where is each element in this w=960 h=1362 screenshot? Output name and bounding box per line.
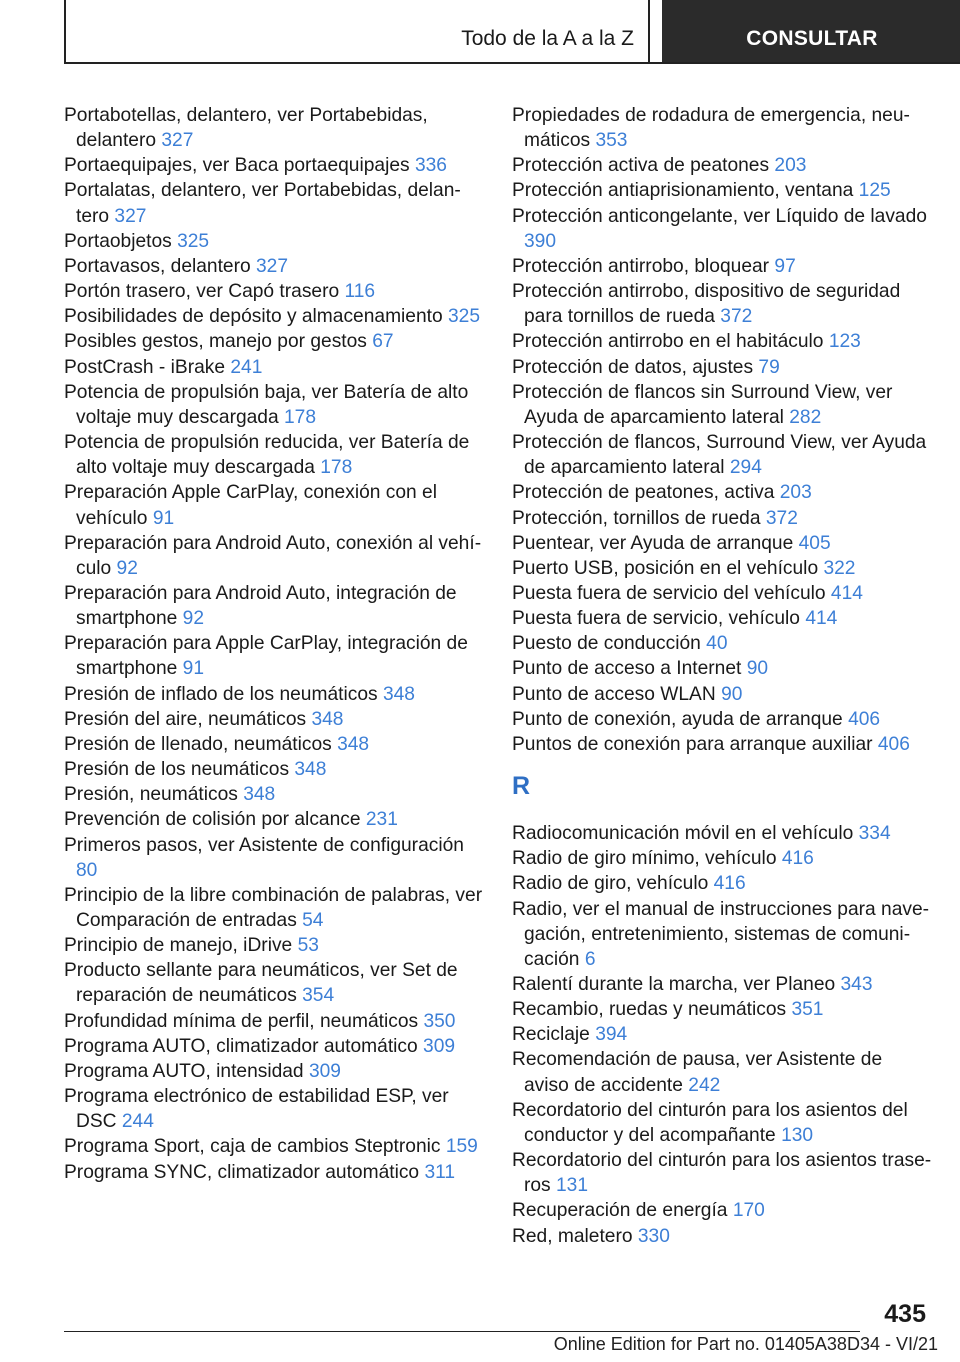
index-entry — [64, 178, 484, 228]
index-entry — [64, 958, 484, 1008]
index-entry — [64, 1009, 484, 1034]
page-reference-link[interactable]: 406 — [877, 733, 910, 755]
section-letter-r: R — [512, 772, 531, 801]
page-reference-link[interactable]: 92 — [116, 557, 138, 579]
index-entry-text: Protección de flancos sin Surround View, ver Ayuda de aparcamiento lateral — [512, 381, 893, 428]
index-entry-text: Principio de la libre combinación de palabras, ver Comparación de entradas — [64, 884, 483, 931]
index-entry-text: Protección activa de peatones — [512, 155, 770, 177]
page-reference-link[interactable]: 351 — [791, 999, 824, 1021]
index-column-right — [512, 103, 932, 1249]
page-reference-link[interactable]: 327 — [114, 205, 147, 227]
index-entry — [512, 430, 932, 480]
index-entry — [512, 204, 932, 254]
index-entry — [512, 581, 932, 606]
index-entry — [512, 606, 932, 631]
index-entry-text: Protección de peatones, activa — [512, 482, 775, 504]
index-entry — [64, 355, 484, 380]
index-entry — [64, 103, 484, 153]
page-reference-link[interactable]: 54 — [302, 910, 324, 931]
index-entry — [512, 480, 932, 505]
index-entry — [64, 883, 484, 933]
index-entry — [512, 254, 932, 279]
index-entry — [64, 807, 484, 832]
index-entry — [512, 707, 932, 732]
index-group-r — [512, 821, 932, 1249]
index-entry — [512, 871, 932, 896]
page-reference-link[interactable]: 244 — [121, 1111, 154, 1133]
footer-divider — [64, 1331, 860, 1332]
index-entry — [64, 581, 484, 631]
index-entry-text: Preparación Apple CarPlay, conexión con el vehículo — [64, 482, 437, 529]
index-entry — [64, 1034, 484, 1059]
index-entry — [512, 178, 932, 203]
index-entry-text: Recordatorio del cinturón para los asientos traseros — [512, 1150, 932, 1197]
index-entry — [64, 707, 484, 732]
index-entry-text: Punto de conexión, ayuda de arranque — [512, 708, 843, 730]
index-entry — [64, 254, 484, 279]
page-reference-link[interactable]: 390 — [524, 230, 557, 252]
index-entry-text: Radio de giro, vehículo — [512, 873, 709, 895]
index-entry-text: Programa SYNC, climatizador automático — [64, 1161, 420, 1183]
page-reference-link[interactable]: 97 — [774, 255, 796, 277]
page-reference-link[interactable]: 91 — [182, 658, 205, 680]
page-reference-link[interactable]: 348 — [294, 759, 327, 781]
index-entry-text: Protección de flancos, Surround View, ver Ayuda de aparcamiento lateral — [512, 432, 927, 479]
index-entry — [64, 430, 484, 480]
page-reference-link[interactable]: 327 — [256, 255, 289, 277]
index-entry-text: Portaobjetos — [64, 230, 172, 252]
page-reference-link[interactable]: 123 — [828, 331, 861, 353]
index-entry-text: Puesto de conducción — [512, 633, 701, 655]
page-reference-link[interactable]: 231 — [365, 809, 398, 831]
page-reference-link[interactable]: 282 — [789, 406, 822, 428]
index-entry — [64, 380, 484, 430]
page-reference-link[interactable]: 406 — [848, 708, 881, 730]
index-entry-text: Potencia de propulsión reducida, ver Batería de alto voltaje muy descargada — [64, 432, 470, 479]
page-reference-link[interactable]: 416 — [713, 873, 746, 895]
page-reference-link[interactable]: 322 — [823, 557, 856, 579]
page-reference-link[interactable]: 170 — [732, 1200, 765, 1222]
page-reference-link[interactable]: 416 — [781, 848, 814, 870]
index-entry — [512, 355, 932, 380]
page-reference-link[interactable]: 325 — [448, 306, 481, 328]
page-reference-link[interactable]: 405 — [798, 532, 831, 554]
index-entry — [512, 1098, 932, 1148]
index-entry-text: Programa AUTO, intensidad — [64, 1060, 304, 1082]
index-entry-text: Principio de manejo, iDrive — [64, 935, 293, 957]
index-entry — [512, 656, 932, 681]
page-reference-link[interactable]: 116 — [344, 281, 376, 303]
index-entry-text: Radiocomunicación móvil en el vehículo — [512, 823, 854, 845]
index-entry — [512, 279, 932, 329]
index-entry-text: Protección de datos, ajustes — [512, 356, 754, 378]
index-entry-text: Recordatorio del cinturón para los asientos del conductor y del acompañante — [512, 1099, 908, 1146]
index-entry-text: Portabotellas, delantero, ver Portabebidas, delantero — [64, 105, 428, 152]
index-group-p — [512, 103, 932, 757]
page-reference-link[interactable]: 348 — [243, 784, 276, 806]
index-entry — [64, 757, 484, 782]
page-number: 435 — [884, 1300, 926, 1328]
index-entry — [512, 997, 932, 1022]
tab-consultar[interactable]: CONSULTAR — [662, 0, 960, 62]
index-entry-text: Presión de inflado de los neumáticos — [64, 683, 378, 705]
index-entry-text: Primeros pasos, ver Asistente de configuración — [64, 834, 464, 856]
page-reference-link[interactable]: 130 — [781, 1124, 814, 1146]
index-entry-text: Posibilidades de depósito y almacenamiento — [64, 306, 443, 328]
index-entry-text: Puesta fuera de servicio, vehículo — [512, 608, 800, 630]
index-entry-text: Potencia de propulsión baja, ver Batería de alto voltaje muy descargada — [64, 381, 469, 428]
footer-edition: Online Edition for Part no. 01405A38D34 - VI/21 — [553, 1334, 938, 1354]
index-entry-text: Prevención de colisión por alcance — [64, 809, 361, 831]
index-entry-text: Recambio, ruedas y neumáticos — [512, 999, 787, 1021]
index-entry-text: Programa Sport, caja de cambios Steptronic — [64, 1136, 441, 1158]
index-entry-text: Reciclaje — [512, 1024, 590, 1046]
index-entry — [64, 153, 484, 178]
page-reference-link[interactable]: 203 — [779, 482, 812, 504]
index-entry-text: Puentear, ver Ayuda de arranque — [512, 532, 794, 554]
index-entry-text: Presión de los neumáticos — [64, 759, 290, 781]
index-entry-text: Puntos de conexión para arranque auxiliar — [512, 733, 873, 755]
index-entry-text: Protección antirrobo en el habitáculo — [512, 331, 824, 353]
page-reference-link[interactable]: 131 — [556, 1175, 589, 1197]
index-entry-text: Presión del aire, neumáticos — [64, 708, 307, 730]
page-reference-link[interactable]: 6 — [584, 948, 596, 970]
index-entry-text: Ralentí durante la marcha, ver Planeo — [512, 974, 836, 995]
index-entry — [64, 531, 484, 581]
index-entry-text: Protección, tornillos de rueda — [512, 507, 761, 529]
index-entry — [64, 631, 484, 681]
index-entry-text: Punto de acceso WLAN — [512, 683, 716, 705]
page-reference-link[interactable]: 159 — [445, 1136, 478, 1158]
index-entry-text: Portalatas, delantero, ver Portabebidas, delantero — [64, 180, 461, 227]
page-reference-link[interactable]: 330 — [637, 1225, 670, 1247]
page-reference-link[interactable]: 242 — [688, 1074, 721, 1096]
page-reference-link[interactable]: 414 — [805, 608, 838, 630]
index-entry-text: Radio de giro mínimo, vehículo — [512, 848, 777, 870]
page-reference-link[interactable]: 353 — [595, 130, 628, 152]
page-reference-link[interactable]: 125 — [858, 180, 891, 202]
page-reference-link[interactable]: 80 — [76, 859, 98, 881]
index-entry-text: Profundidad mínima de perfil, neumáticos — [64, 1010, 419, 1032]
page-reference-link[interactable]: 294 — [729, 457, 762, 479]
index-entry — [64, 933, 484, 958]
page-reference-link[interactable]: 241 — [230, 356, 263, 378]
index-entry-text: Protección antirrobo, bloquear — [512, 255, 770, 277]
index-entry — [512, 631, 932, 656]
index-entry-text: Posibles gestos, manejo por gestos — [64, 331, 367, 353]
page-reference-link[interactable]: 309 — [423, 1035, 456, 1057]
index-entry-text: Presión, neumáticos — [64, 784, 238, 806]
page-reference-link[interactable]: 354 — [302, 985, 335, 1007]
index-entry-text: Recuperación de energía — [512, 1200, 728, 1222]
page-reference-link[interactable]: 178 — [320, 457, 353, 479]
index-entry-text: Puerto USB, posición en el vehículo — [512, 557, 819, 579]
index-entry — [512, 1148, 932, 1198]
index-entry — [64, 833, 484, 883]
page-reference-link[interactable]: 40 — [706, 633, 728, 655]
page-reference-link[interactable]: 343 — [840, 974, 873, 995]
index-entry — [512, 1198, 932, 1223]
index-entry — [64, 1160, 484, 1185]
page-reference-link[interactable]: 348 — [337, 733, 370, 755]
index-entry-text: Preparación para Android Auto, conexión al vehículo — [64, 532, 482, 579]
tab-todo-de-la-a-a-la-z[interactable]: Todo de la A a la Z — [66, 0, 650, 62]
index-entry — [512, 329, 932, 354]
index-entry — [512, 153, 932, 178]
page-reference-link[interactable]: 309 — [308, 1060, 341, 1082]
index-entry — [64, 279, 484, 304]
index-entry — [64, 1084, 484, 1134]
index-entry — [512, 821, 932, 846]
index-entry — [64, 480, 484, 530]
page-reference-link[interactable]: 325 — [177, 230, 210, 252]
page-reference-link[interactable]: 334 — [858, 823, 891, 845]
page-reference-link[interactable]: 79 — [758, 356, 780, 378]
index-entry-text: Presión de llenado, neumáticos — [64, 733, 332, 755]
index-entry-text: PostCrash - iBrake — [64, 356, 226, 378]
page-reference-link[interactable]: 348 — [311, 708, 344, 730]
index-entry — [64, 1134, 484, 1159]
page-reference-link[interactable]: 203 — [774, 155, 807, 177]
index-entry — [512, 103, 932, 153]
index-entry-text: Portavasos, delantero — [64, 255, 251, 277]
index-entry — [512, 531, 932, 556]
index-entry — [512, 380, 932, 430]
page-reference-link[interactable]: 90 — [746, 658, 769, 680]
page-reference-link[interactable]: 372 — [765, 507, 798, 529]
index-entry-text: Red, maletero — [512, 1225, 633, 1247]
index-entry-text: Producto sellante para neumáticos, ver Set de reparación de neumáticos — [64, 960, 458, 1007]
page-reference-link[interactable]: 414 — [830, 582, 863, 604]
index-entry-text: Programa electrónico de estabilidad ESP, ver DSC — [64, 1086, 449, 1133]
index-entry-text: Radio, ver el manual de instrucciones para navegación, entretenimiento, sistemas de comunicación — [512, 898, 930, 970]
index-column-left — [64, 103, 484, 1185]
page-reference-link[interactable]: 350 — [423, 1010, 456, 1032]
index-entry-text: Preparación para Android Auto, integración de smartphone — [64, 582, 457, 630]
index-entry — [512, 846, 932, 871]
index-entry-text: Protección anticongelante, ver Líquido de lavado — [512, 205, 927, 227]
index-entry-text: Portón trasero, ver Capó trasero — [64, 281, 340, 303]
index-entry — [512, 972, 932, 997]
index-entry — [64, 1059, 484, 1084]
index-entry-text: Portaequipajes, ver Baca portaequipajes — [64, 155, 410, 177]
index-entry — [64, 329, 484, 354]
index-entry — [512, 1224, 932, 1249]
index-entry-text: Preparación para Apple CarPlay, integración de smartphone — [64, 633, 468, 680]
page-reference-link[interactable]: 327 — [161, 130, 194, 152]
index-entry-text: Programa AUTO, climatizador automático — [64, 1035, 418, 1057]
index-entry-text: Protección antiaprisionamiento, ventana — [512, 180, 854, 202]
index-entry — [512, 1022, 932, 1047]
page-reference-link[interactable]: 336 — [414, 155, 447, 177]
header-bar — [64, 0, 960, 64]
page-reference-link[interactable]: 311 — [424, 1161, 456, 1183]
index-entry — [512, 1047, 932, 1097]
index-entry-text: Puesta fuera de servicio del vehículo — [512, 582, 826, 604]
index-entry-text: Punto de acceso a Internet — [512, 658, 742, 680]
index-entry — [64, 782, 484, 807]
index-entry — [64, 229, 484, 254]
index-entry-text: Propiedades de rodadura de emergencia, neumáticos — [512, 105, 910, 152]
page-reference-link[interactable]: 91 — [152, 507, 175, 529]
index-entry — [64, 732, 484, 757]
index-entry — [64, 304, 484, 329]
index-entry — [64, 682, 484, 707]
page-reference-link[interactable]: 394 — [595, 1024, 628, 1046]
page-reference-link[interactable]: 90 — [721, 683, 743, 705]
index-entry — [512, 897, 932, 972]
page-reference-link[interactable]: 67 — [372, 331, 394, 353]
page-reference-link[interactable]: 348 — [382, 683, 415, 705]
index-entry — [512, 556, 932, 581]
index-entry-text: Protección antirrobo, dispositivo de seguridad para tornillos de rueda — [512, 281, 901, 328]
page-reference-link[interactable]: 178 — [284, 406, 317, 428]
page-reference-link[interactable]: 92 — [182, 608, 205, 630]
page-reference-link[interactable]: 53 — [297, 935, 319, 957]
index-entry — [512, 682, 932, 707]
page-reference-link[interactable]: 372 — [720, 306, 753, 328]
index-entry-text: Recomendación de pausa, ver Asistente de aviso de accidente — [512, 1049, 883, 1096]
index-entry — [512, 506, 932, 531]
index-entry — [512, 732, 932, 757]
